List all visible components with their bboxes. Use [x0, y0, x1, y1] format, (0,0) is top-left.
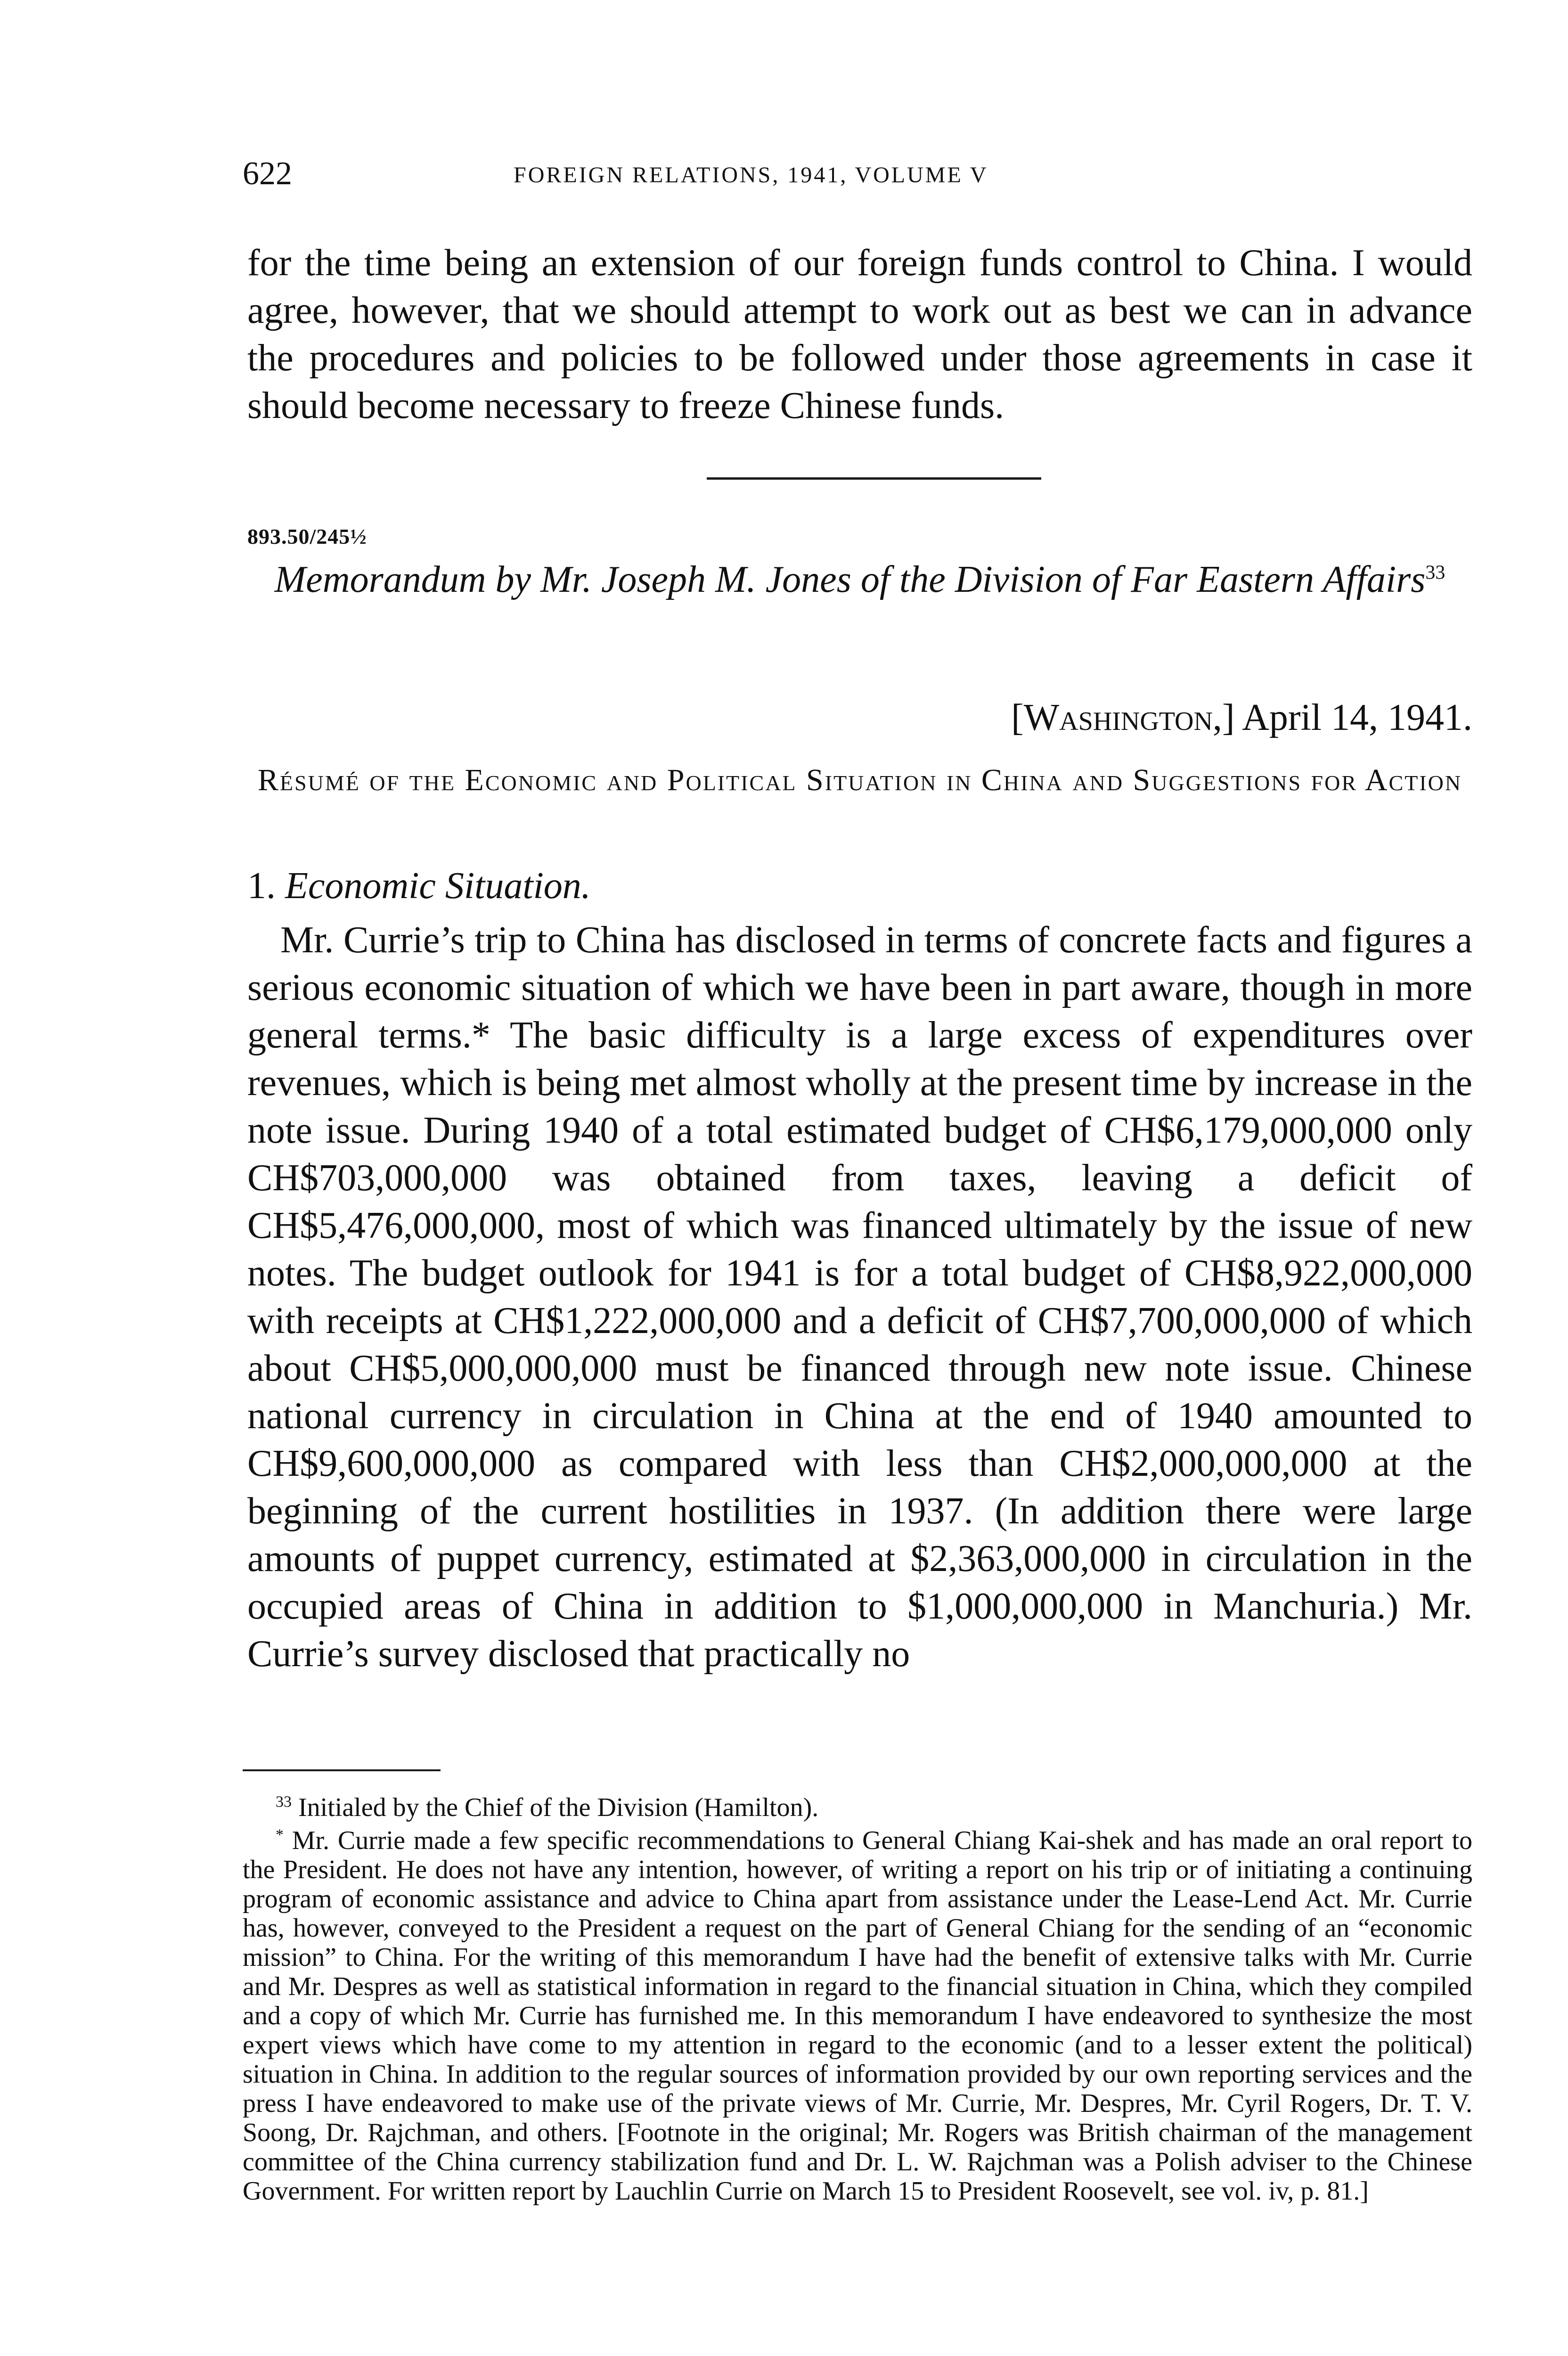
- footnote-33-mark: 33: [276, 1793, 292, 1811]
- footnote-asterisk: [243, 1826, 1472, 2206]
- dateline-place: [Washington,]: [1011, 697, 1235, 738]
- memo-title-text: Memorandum by Mr. Joseph M. Jones of the Division of Far Eastern Affairs: [274, 559, 1426, 600]
- dateline: [1011, 699, 1472, 736]
- intro-paragraph: for the time being an extension of our foreign funds control to China. I would agree, however, that we should attempt to work out as best we can in advance the procedures and policies to be followed under those agreements in case it should become necessary to freeze Chinese funds.: [247, 242, 1472, 426]
- file-number: 893.50/245½: [247, 524, 367, 548]
- subheading: [247, 862, 591, 910]
- footnote-separator-rule: [243, 1769, 441, 1771]
- footnote-asterisk-mark: *: [276, 1826, 284, 1844]
- running-head: FOREIGN RELATIONS, 1941, VOLUME V: [514, 163, 988, 188]
- section-heading: Résumé of the Economic and Political Situation in China and Suggestions for Action: [257, 763, 1462, 797]
- subheading-title: Economic Situation.: [285, 865, 591, 907]
- footnote-33: [243, 1793, 1472, 1822]
- memo-title-footnote-ref: 33: [1425, 562, 1446, 584]
- footnote-33-text: Initialed by the Chief of the Division (Hamilton).: [298, 1793, 819, 1822]
- footnote-asterisk-text: Mr. Currie made a few specific recommendations to General Chiang Kai-shek and has made an oral report to the President. He does not have any intention, however, of writing a report on his trip or of initiating a continuing program of economic assistance and advice to China apart from assistance under the Lease-Lend Act. Mr. Currie has, however, conveyed to the President a request on the part of General Chiang for the sending of an “economic mission” to China. For the writing of this memorandum I have had the benefit of extensive talks with Mr. Currie and Mr. Despres as well as statistical information in regard to the financial situation in China, which they compiled and a copy of which Mr. Currie has furnished me. In this memorandum I have endeavored to synthesize the most expert views which have come to my attention in regard to the economic (and to a lesser extent the political) situation in China. In addition to the regular sources of information provided by our own reporting services and the press I have endeavored to make use of the private views of Mr. Currie, Mr. Despres, Mr. Cyril Rogers, Dr. T. V. Soong, Dr. Rajchman, and others. [Footnote in the original; Mr. Rogers was British chairman of the management committee of the China currency stabilization fund and Dr. L. W. Rajchman was a Polish adviser to the Chinese Government. For written report by Lauchlin Currie on March 15 to President Roosevelt, see vol. iv, p. 81.]: [243, 1826, 1473, 2206]
- section-separator-rule: [707, 477, 1041, 480]
- memo-title: [247, 556, 1472, 604]
- dateline-date: April 14, 1941.: [1242, 697, 1472, 738]
- subheading-number: 1.: [247, 865, 276, 907]
- page-number: 622: [243, 155, 292, 192]
- main-paragraph: Mr. Currie’s trip to China has disclosed in terms of concrete facts and figures a serious economic situation of which we have been in part aware, though in more general terms.* The basic difficulty is a large excess of expenditures over revenues, which is being met almost wholly at the present time by increase in the note issue. During 1940 of a total estimated budget of CH$6,179,000,000 only CH$703,000,000 was obtained from taxes, leaving a deficit of CH$5,476,000,000, most of which was financed ultimately by the issue of new notes. The budget outlook for 1941 is for a total budget of CH$8,922,000,000 with receipts at CH$1,222,000,000 and a deficit of CH$7,700,000,000 of which about CH$5,000,000,000 must be financed through new note issue. Chinese national currency in circulation in China at the end of 1940 amounted to CH$9,600,000,000 as compared with less than CH$2,000,000,000 at the beginning of the current hostilities in 1937. (In addition there were large amounts of puppet currency, estimated at $2,363,000,000 in circulation in the occupied areas of China in addition to $1,000,000,000 in Manchuria.) Mr. Currie’s survey disclosed that practically no: [247, 919, 1472, 1675]
